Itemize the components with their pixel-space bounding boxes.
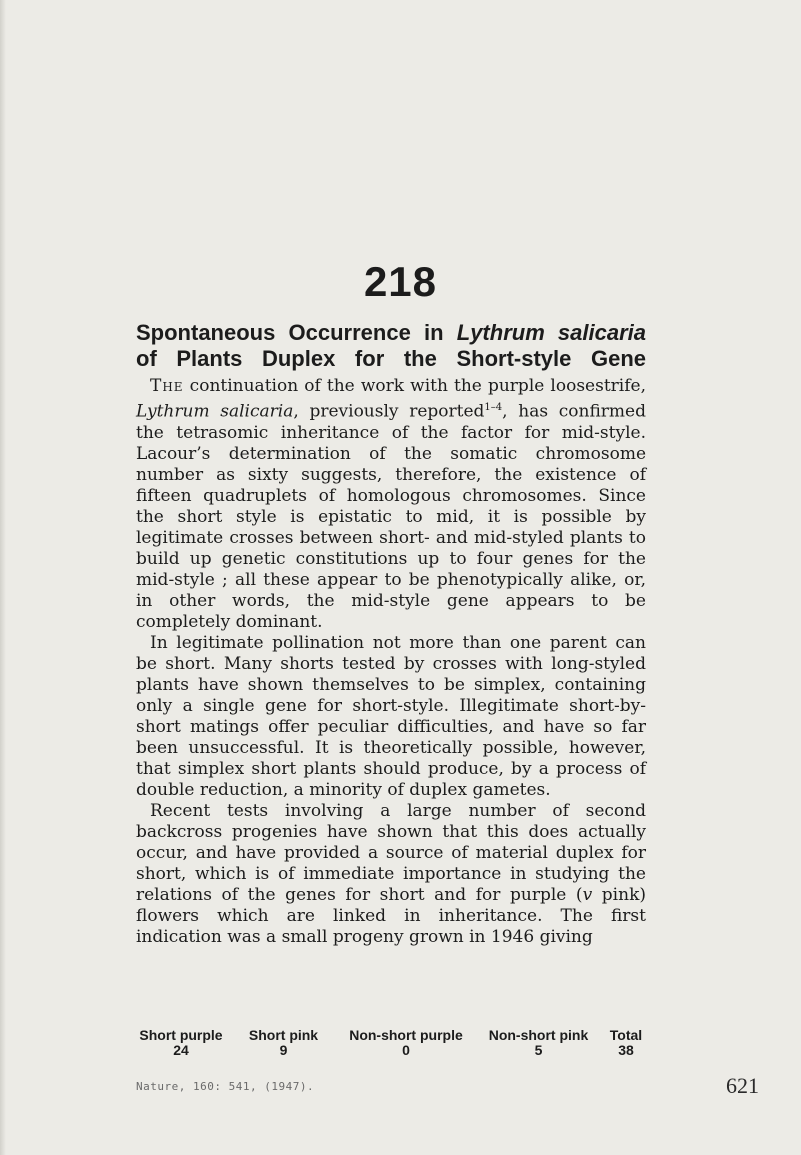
table-cell: 0 [402, 1042, 410, 1058]
paragraph-1-text-a: continuation of the work with the purple loosestrife, [183, 376, 646, 396]
reference-superscript: 1–4 [484, 402, 503, 413]
paragraph-1-text-c: , has confirmed the tetrasomic inheritance of the factor for mid-style. Lacour’s determination of the somatic chromosome number as sixty suggests, therefore, the existence of fifteen quadruplets of homologous chromosomes. Since the short style is epistatic to mid, it is possible by legitimate crosses between short- and mid-styled plants to build up genetic constitutions up to four genes for the mid-style ; all these appear to be phenotypically alike, or, in other words, the mid-style gene appears to be completely dominant. [136, 401, 646, 632]
article-body [136, 376, 646, 948]
paragraph-3-italic-v: v [582, 884, 593, 905]
title-text-a: Spontaneous Occurrence in [136, 320, 457, 345]
table-header-cell: Short purple [139, 1027, 223, 1043]
title-species: Lythrum salicaria [456, 320, 647, 345]
citation: Nature, 160: 541, (1947). [136, 1080, 315, 1093]
table-header-row [136, 1028, 646, 1043]
paragraph-lead-word: The [150, 376, 184, 396]
paragraph-2: In legitimate pollination not more than one parent can be short. Many shorts tested by crosses with long-styled plants have shown themselves to be simplex, containing only a single gene for short-style. Illegitimate short-by-short matings offer peculiar difficulties, and have so far been unsuccessful. It is theoretically possible, however, that simplex short plants should produce, by a process of double reduction, a minority of duplex gametes. [136, 632, 646, 800]
folio-page-number: 621 [726, 1073, 759, 1098]
table-cell: 38 [618, 1042, 634, 1058]
paragraph-1 [136, 376, 646, 633]
table-header-cell: Non-short purple [349, 1027, 463, 1043]
progeny-table [136, 1028, 646, 1058]
paragraph-1-text-b: , previously reported [293, 401, 485, 422]
paragraph-3-text-b: pink) flowers which are linked in inheritance. The first indication was a small progeny grown in 1946 giving [136, 884, 646, 947]
table-header-cell: Total [609, 1027, 643, 1043]
table-header-cell: Short pink [248, 1027, 319, 1043]
table-cell: 24 [173, 1042, 189, 1058]
article-title [136, 320, 646, 372]
table-cell: 5 [534, 1042, 543, 1058]
title-line-2: of Plants Duplex for the Short-style Gene [136, 346, 646, 371]
page-edge-shadow [0, 0, 6, 1155]
paragraph-3-text-a: Recent tests involving a large number of second backcross progenies have shown that this does actually occur, and have provided a source of material duplex for short, which is of immediate importance in studying the relations of the genes for short and for purple ( [136, 800, 646, 905]
table-cell: 9 [279, 1042, 288, 1058]
table-header-cell: Non-short pink [488, 1027, 589, 1043]
table-row [136, 1043, 646, 1058]
title-line-1 [136, 320, 646, 346]
paragraph-3 [136, 801, 646, 948]
page-number: 218 [363, 258, 438, 305]
species-name: Lythrum salicaria [136, 401, 294, 422]
